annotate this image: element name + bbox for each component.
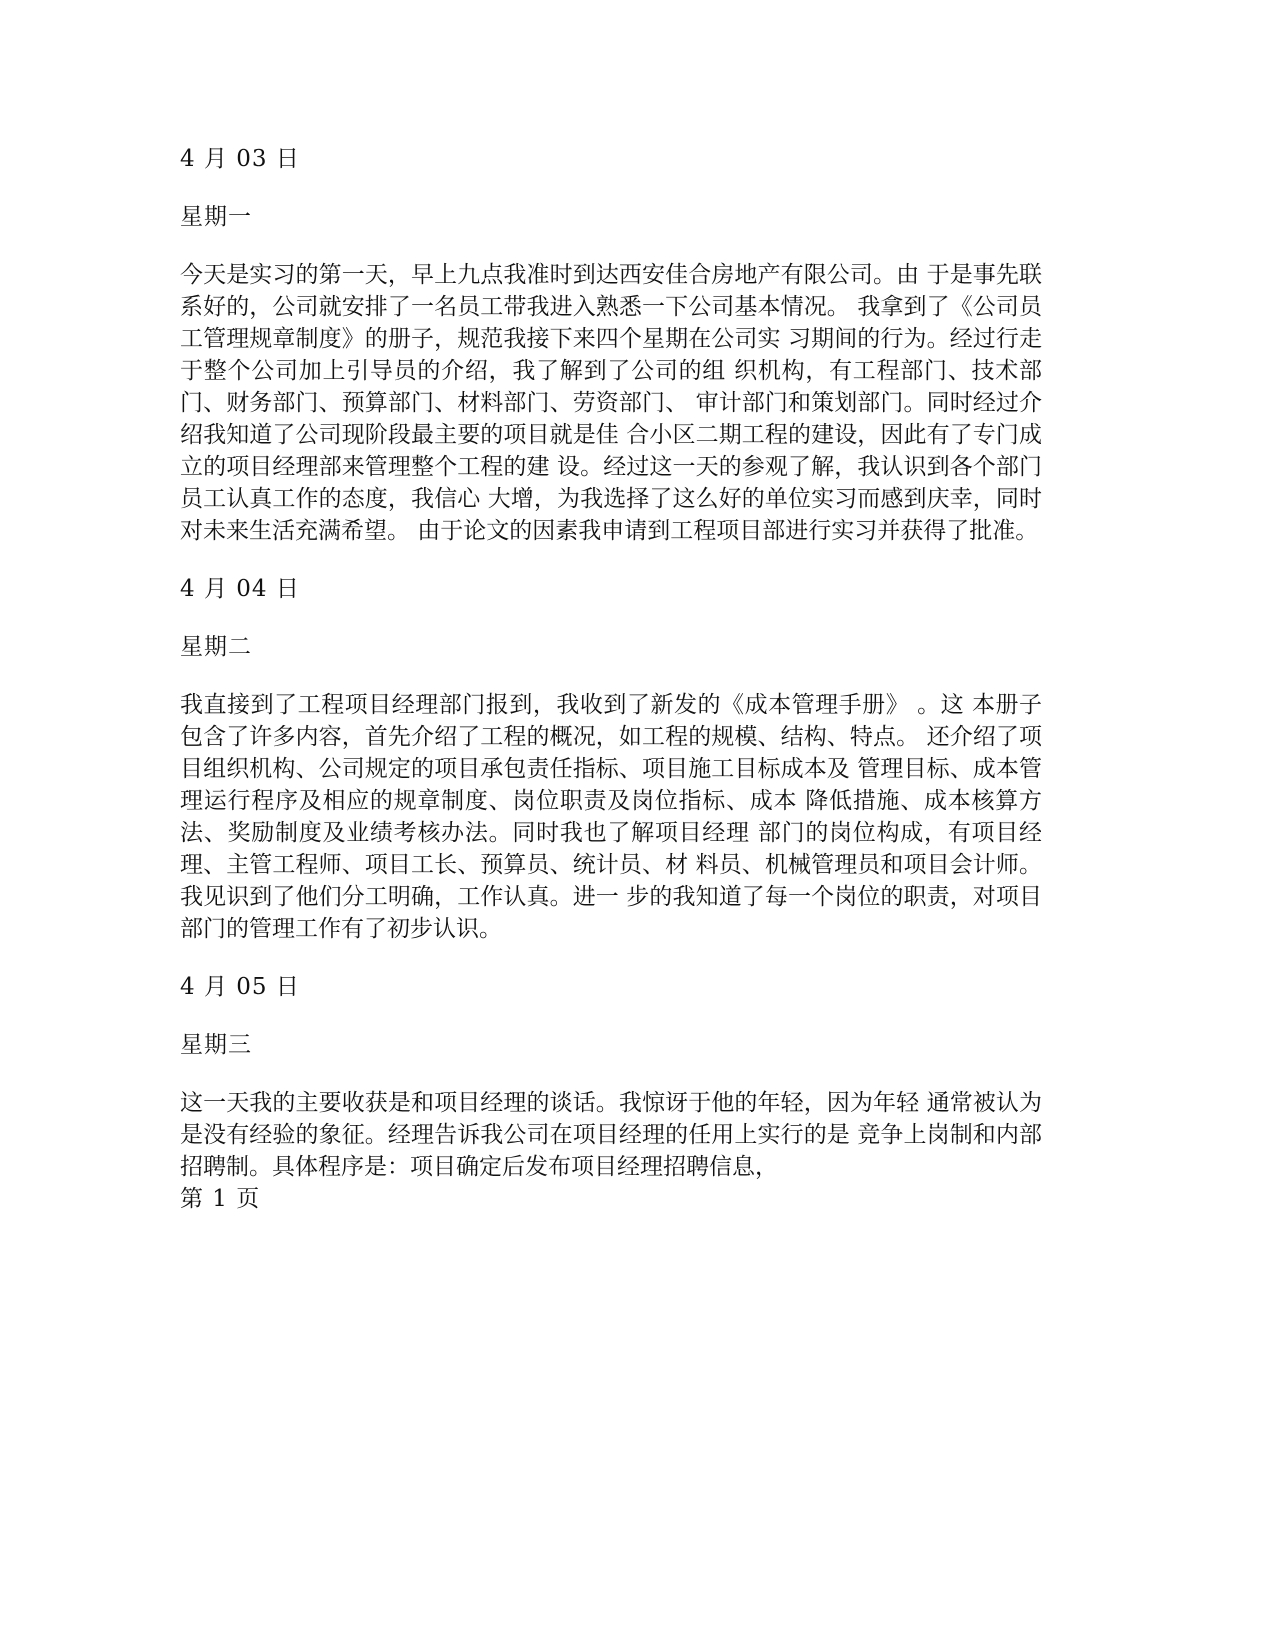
entry-weekday: 星期一 [180,204,252,230]
diary-entry [180,573,1042,945]
entry-weekday: 星期二 [180,634,252,660]
entry-weekday: 星期三 [180,1032,252,1058]
entry-text: 今天是实习的第一天，早上九点我准时到达西安佳合房地产有限公司。由 于是事先联系好的，公司就安排了一名员工带我进入熟悉一下公司基本情况。 我拿到了《公司员工管理规章制度》的册子，规范我接下来四个星期在公司实 习期间的行为。经过行走于整个公司加上引导员的介绍，我了解到了公司的组 织机构，有工程部门、技术部门、财务部门、预算部门、材料部门、劳资部门、 审计部门和策划部门。同时经过介绍我知道了公司现阶段最主要的项目就是佳 合小区二期工程的建设，因此有了专门成立的项目经理部来管理整个工程的建 设。经过这一天的参观了解，我认识到各个部门员工认真工作的态度，我信心 大增，为我选择了这么好的单位实习而感到庆幸，同时对未来生活充满希望。 由于论文的因素我申请到工程项目部进行实习并获得了批准。 [180,262,1042,544]
diary-entry [180,971,1042,1183]
diary-entry [180,143,1042,547]
document-content [180,143,1042,1215]
page-number: 第 1 页 [180,1186,261,1212]
entry-text: 我直接到了工程项目经理部门报到，我收到了新发的《成本管理手册》 。这 本册子包含了许多内容，首先介绍了工程的概况，如工程的规模、结构、特点。 还介绍了项目组织机构、公司规定的项目承包责任指标、项目施工目标成本及 管理目标、成本管理运行程序及相应的规章制度、岗位职责及岗位指标、成本 降低措施、成本核算方法、奖励制度及业绩考核办法。同时我也了解项目经理 部门的岗位构成，有项目经理、主管工程师、项目工长、预算员、统计员、材 料员、机械管理员和项目会计师。我见识到了他们分工明确，工作认真。进一 步的我知道了每一个岗位的职责，对项目部门的管理工作有了初步认识。 [180,692,1042,942]
entry-date: 4 月 04 日 [180,576,300,602]
entry-date: 4 月 05 日 [180,974,300,1000]
entry-date: 4 月 03 日 [180,146,300,172]
entry-text: 这一天我的主要收获是和项目经理的谈话。我惊讶于他的年轻，因为年轻 通常被认为是没有经验的象征。经理告诉我公司在项目经理的任用上实行的是 竞争上岗制和内部招聘制。具体程序是：项目确定后发布项目经理招聘信息， [180,1090,1042,1180]
